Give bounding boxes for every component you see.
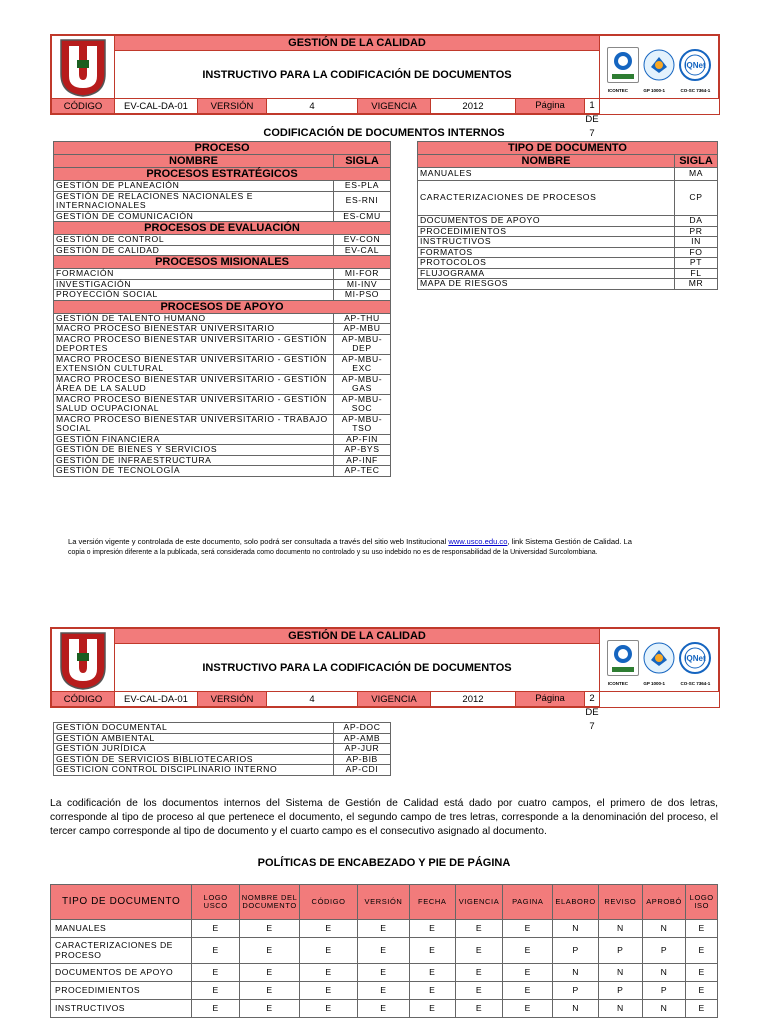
process-name: INVESTIGACIÓN — [54, 279, 334, 290]
tipo-name: PROTOCOLOS — [418, 258, 675, 269]
process-name: GESTIÓN DE TALENTO HUMANO — [54, 313, 334, 324]
proceso-title: PROCESO — [54, 142, 391, 155]
policy-value: N — [598, 964, 642, 982]
policy-value: N — [598, 1000, 642, 1018]
policy-doc-type: DOCUMENTOS DE APOYO — [51, 964, 192, 982]
process-name: MACRO PROCESO BIENESTAR UNIVERSITARIO - GESTIÓN DEPORTES — [54, 334, 334, 354]
policy-value: N — [642, 964, 686, 982]
tipo-name: DOCUMENTOS DE APOYO — [418, 216, 675, 227]
policy-value: E — [300, 964, 358, 982]
pagina-cell — [516, 692, 600, 732]
process-sigla: MI-INV — [334, 279, 391, 290]
policy-value: E — [358, 938, 410, 964]
table-row — [54, 744, 391, 755]
policy-title: POLÍTICAS DE ENCABEZADO Y PIE DE PÁGINA — [257, 857, 511, 869]
note-text-c: copia o impresión diferente a la publicada, será considerada como documento no controlado y su uso indebido no es de responsabilidad de la Universidad Surcolombiana. — [68, 549, 598, 556]
policy-value: E — [455, 920, 503, 938]
version-label: VERSIÓN — [198, 99, 267, 114]
tipo-sigla: IN — [675, 237, 718, 248]
policy-value: P — [598, 982, 642, 1000]
process-name: GESTIÓN DE PLANEACIÓN — [54, 181, 334, 192]
table-row — [54, 334, 391, 354]
policy-value: E — [503, 920, 553, 938]
policy-value: E — [686, 1000, 718, 1018]
policy-value: E — [686, 938, 718, 964]
header-title: GESTIÓN DE LA CALIDAD — [115, 36, 600, 51]
pagina-cell — [516, 99, 600, 139]
vigencia-value: 2012 — [431, 99, 516, 114]
process-name: GESTIÓN DE CONTROL — [54, 235, 334, 246]
policy-value: E — [503, 938, 553, 964]
policy-value: E — [503, 964, 553, 982]
table-row — [54, 414, 391, 434]
usco-logo — [55, 36, 111, 98]
usco-logo-cell — [52, 629, 115, 692]
table-row — [54, 394, 391, 414]
version-note — [68, 537, 718, 558]
cert-label-icontec: ICONTEC — [607, 680, 628, 686]
policy-value: E — [455, 982, 503, 1000]
policy-value: N — [553, 1000, 599, 1018]
usco-logo-cell — [52, 36, 115, 99]
codigo-value: EV-CAL-DA-01 — [115, 99, 198, 114]
table-row — [418, 247, 718, 258]
policy-value: E — [686, 964, 718, 982]
policy-value: N — [642, 1000, 686, 1018]
policy-value: N — [642, 920, 686, 938]
process-name: GESTIÓN DE RELACIONES NACIONALES E INTERNACIONALES — [54, 191, 334, 211]
tipo-name: FLUJOGRAMA — [418, 268, 675, 279]
process-sigla: AP-TEC — [334, 466, 391, 477]
tipo-documento-table — [417, 141, 718, 290]
vigencia-label: VIGENCIA — [358, 99, 431, 114]
section-header: PROCESOS MISIONALES — [54, 256, 391, 269]
policy-header: PAGINA — [503, 885, 553, 920]
process-sigla: AP-INF — [334, 455, 391, 466]
process-sigla: AP-MBU-EXC — [334, 354, 391, 374]
table-row — [54, 466, 391, 477]
process-sigla: AP-MBU-SOC — [334, 394, 391, 414]
policy-value: E — [409, 938, 455, 964]
policy-value: N — [553, 964, 599, 982]
table-row — [54, 754, 391, 765]
process-sigla: AP-CDI — [334, 765, 391, 776]
policy-value: E — [358, 920, 410, 938]
table-row — [51, 964, 718, 982]
policy-value: E — [455, 964, 503, 982]
process-sigla: AP-THU — [334, 313, 391, 324]
table-row — [54, 313, 391, 324]
table-row — [51, 920, 718, 938]
policy-value: N — [598, 920, 642, 938]
codigo-label: CÓDIGO — [52, 99, 115, 114]
tipo-title: TIPO DE DOCUMENTO — [418, 142, 718, 155]
process-name: GESTIÓN DE SERVICIOS BIBLIOTECARIOS — [54, 754, 334, 765]
process-sigla: EV-CAL — [334, 245, 391, 256]
process-sigla: AP-MBU — [334, 324, 391, 335]
vigencia-value: 2012 — [431, 692, 516, 707]
table-row — [51, 1000, 718, 1018]
process-sigla: ES-RNI — [334, 191, 391, 211]
process-name: GESTIÓN JURÍDICA — [54, 744, 334, 755]
header-subtitle: INSTRUCTIVO PARA LA CODIFICACIÓN DE DOCUMENTOS — [115, 51, 600, 99]
policy-header: CÓDIGO — [300, 885, 358, 920]
policy-value: E — [240, 920, 300, 938]
process-sigla: ES-CMU — [334, 211, 391, 222]
tipo-name: MAPA DE RIESGOS — [418, 279, 675, 290]
usco-logo — [55, 629, 111, 691]
policy-value: E — [409, 964, 455, 982]
policy-header: REVISO — [598, 885, 642, 920]
policy-doc-type: CARACTERIZACIONES DE PROCESO — [51, 938, 192, 964]
tipo-name: FORMATOS — [418, 247, 675, 258]
process-sigla: AP-AMB — [334, 733, 391, 744]
certification-logos — [600, 36, 719, 99]
pagina-label: Página — [516, 99, 585, 113]
tipo-name: CARACTERIZACIONES DE PROCESOS — [418, 181, 675, 216]
process-name: GESTIÓN DOCUMENTAL — [54, 723, 334, 734]
note-text-b: , link Sistema Gestión de Calidad. La — [507, 537, 632, 546]
process-name: GESTIÓN FINANCIERA — [54, 434, 334, 445]
table-row — [418, 216, 718, 227]
policy-value: P — [553, 982, 599, 1000]
table-row — [54, 324, 391, 335]
svg-text:IQNet: IQNet — [684, 60, 706, 70]
usco-link[interactable]: www.usco.edu.co — [448, 537, 508, 546]
policy-value: N — [553, 920, 599, 938]
process-name: GESTIÓN DE BIENES Y SERVICIOS — [54, 445, 334, 456]
cert-label-co: CO-SC 7364-1 — [680, 87, 711, 93]
policy-value: E — [192, 982, 240, 1000]
process-sigla: AP-FIN — [334, 434, 391, 445]
tipo-name: MANUALES — [418, 168, 675, 181]
process-name: GESTIÓN AMBIENTAL — [54, 733, 334, 744]
policy-header: NOMBRE DEL DOCUMENTO — [240, 885, 300, 920]
process-sigla: MI-FOR — [334, 269, 391, 280]
table-row — [54, 290, 391, 301]
version-label: VERSIÓN — [198, 692, 267, 707]
policy-header: LOGO ISO — [686, 885, 718, 920]
policy-value: E — [240, 964, 300, 982]
process-sigla: EV-CON — [334, 235, 391, 246]
col-sigla: SIGLA — [334, 155, 391, 168]
tipo-sigla: CP — [675, 181, 718, 216]
codificacion-caption: CODIFICACIÓN DE DOCUMENTOS INTERNOS — [263, 127, 505, 139]
tipo-name: INSTRUCTIVOS — [418, 237, 675, 248]
process-name: GESTICION CONTROL DISCIPLINARIO INTERNO — [54, 765, 334, 776]
table-row — [51, 982, 718, 1000]
version-value: 4 — [267, 99, 358, 114]
policy-value: P — [642, 982, 686, 1000]
table-row — [54, 434, 391, 445]
policy-value: E — [409, 1000, 455, 1018]
process-sigla: AP-DOC — [334, 723, 391, 734]
cert-label-co: CO-SC 7364-1 — [680, 680, 711, 686]
policy-value: P — [598, 938, 642, 964]
policy-value: E — [409, 982, 455, 1000]
table-row — [418, 237, 718, 248]
table-row — [54, 374, 391, 394]
policy-header: ELABORO — [553, 885, 599, 920]
policy-value: E — [192, 938, 240, 964]
policy-value: E — [503, 1000, 553, 1018]
table-row — [54, 445, 391, 456]
policy-value: E — [240, 1000, 300, 1018]
tipo-sigla: FO — [675, 247, 718, 258]
iqnet-seal-icon — [679, 49, 711, 81]
svg-text:IQNet: IQNet — [684, 653, 706, 663]
process-name: GESTIÓN DE CALIDAD — [54, 245, 334, 256]
section-header: PROCESOS DE APOYO — [54, 300, 391, 313]
policy-value: E — [300, 938, 358, 964]
cert-label-icontec: ICONTEC — [607, 87, 628, 93]
process-sigla: ES-PLA — [334, 181, 391, 192]
process-name: PROYECCIÓN SOCIAL — [54, 290, 334, 301]
tipo-name: PROCEDIMIENTOS — [418, 226, 675, 237]
version-value: 4 — [267, 692, 358, 707]
tipo-sigla: MR — [675, 279, 718, 290]
policy-value: E — [300, 982, 358, 1000]
policy-value: P — [553, 938, 599, 964]
table-row — [54, 235, 391, 246]
policy-value: E — [358, 1000, 410, 1018]
table-row — [54, 765, 391, 776]
certification-logos — [600, 629, 719, 692]
table-row — [54, 455, 391, 466]
policy-value: E — [455, 938, 503, 964]
policy-value: E — [358, 964, 410, 982]
table-row — [54, 191, 391, 211]
table-row — [54, 181, 391, 192]
proceso-table — [53, 141, 391, 477]
policy-value: P — [642, 938, 686, 964]
process-sigla: AP-MBU-DEP — [334, 334, 391, 354]
tipo-sigla: FL — [675, 268, 718, 279]
table-row — [418, 258, 718, 269]
cert-label-gp: GP 1000-1 — [643, 680, 666, 686]
policy-value: E — [358, 982, 410, 1000]
process-sigla: AP-BYS — [334, 445, 391, 456]
col-nombre: NOMBRE — [418, 155, 675, 168]
table-row — [418, 168, 718, 181]
table-row — [418, 226, 718, 237]
page-number: 2 DE 7 — [585, 693, 599, 732]
policy-value: E — [455, 1000, 503, 1018]
codification-paragraph: La codificación de los documentos internos del Sistema de Gestión de Calidad está dado por cuatro campos, el primero de dos letras, corresponde al tipo de proceso al que pertenece el documento, el segundo campo de tres letras, corresponde a la denominación del proceso, el tercer campo corresponde al tipo de documento y el cuarto campo es el consecutivo asignado al documento. — [50, 798, 718, 837]
policy-header: FECHA — [409, 885, 455, 920]
table-row — [54, 354, 391, 374]
policy-value: E — [686, 982, 718, 1000]
section-header: PROCESOS DE EVALUACIÓN — [54, 222, 391, 235]
table-row — [54, 211, 391, 222]
policy-value: E — [409, 920, 455, 938]
codigo-label: CÓDIGO — [52, 692, 115, 707]
page-number: 1 DE 7 — [585, 100, 599, 139]
icontec-logo — [607, 640, 639, 676]
col-nombre: NOMBRE — [54, 155, 334, 168]
policy-header: VERSIÓN — [358, 885, 410, 920]
table-row — [418, 268, 718, 279]
process-sigla: AP-BIB — [334, 754, 391, 765]
gp1000-seal-icon — [643, 642, 675, 674]
process-name: GESTIÓN DE INFRAESTRUCTURA — [54, 455, 334, 466]
policy-table — [50, 884, 718, 1018]
process-name: MACRO PROCESO BIENESTAR UNIVERSITARIO - GESTIÓN EXTENSIÓN CULTURAL — [54, 354, 334, 374]
policy-value: E — [503, 982, 553, 1000]
col-sigla: SIGLA — [675, 155, 718, 168]
table-row — [54, 733, 391, 744]
iqnet-seal-icon — [679, 642, 711, 674]
process-sigla: AP-MBU-TSO — [334, 414, 391, 434]
pagina-label: Página — [516, 692, 585, 706]
codigo-value: EV-CAL-DA-01 — [115, 692, 198, 707]
process-name: FORMACIÓN — [54, 269, 334, 280]
process-sigla: AP-JUR — [334, 744, 391, 755]
table-row — [418, 279, 718, 290]
policy-value: E — [240, 982, 300, 1000]
table-row — [54, 245, 391, 256]
process-name: MACRO PROCESO BIENESTAR UNIVERSITARIO - TRABAJO SOCIAL — [54, 414, 334, 434]
policy-value: E — [686, 920, 718, 938]
process-sigla: AP-MBU-GAS — [334, 374, 391, 394]
policy-header: LOGO USCO — [192, 885, 240, 920]
section-header: PROCESOS ESTRATÉGICOS — [54, 168, 391, 181]
process-name: GESTIÓN DE TECNOLOGÍA — [54, 466, 334, 477]
policy-value: E — [192, 920, 240, 938]
process-name: MACRO PROCESO BIENESTAR UNIVERSITARIO - GESTIÓN ÁREA DE LA SALUD — [54, 374, 334, 394]
process-name: MACRO PROCESO BIENESTAR UNIVERSITARIO - GESTIÓN SALUD OCUPACIONAL — [54, 394, 334, 414]
policy-doc-type: MANUALES — [51, 920, 192, 938]
tipo-sigla: DA — [675, 216, 718, 227]
tipo-sigla: PT — [675, 258, 718, 269]
header-subtitle: INSTRUCTIVO PARA LA CODIFICACIÓN DE DOCUMENTOS — [115, 644, 600, 692]
table-row — [54, 269, 391, 280]
tipo-sigla: PR — [675, 226, 718, 237]
table-row — [418, 181, 718, 216]
header-title: GESTIÓN DE LA CALIDAD — [115, 629, 600, 644]
table-row — [54, 723, 391, 734]
policy-value: E — [192, 964, 240, 982]
gp1000-seal-icon — [643, 49, 675, 81]
policy-doc-type: PROCEDIMIENTOS — [51, 982, 192, 1000]
process-name: MACRO PROCESO BIENESTAR UNIVERSITARIO — [54, 324, 334, 335]
process-name: GESTIÓN DE COMUNICACIÓN — [54, 211, 334, 222]
apoyo-continuation-table — [53, 722, 391, 776]
tipo-sigla: MA — [675, 168, 718, 181]
process-sigla: MI-PSO — [334, 290, 391, 301]
policy-value: E — [240, 938, 300, 964]
vigencia-label: VIGENCIA — [358, 692, 431, 707]
icontec-logo — [607, 47, 639, 83]
policy-value: E — [300, 920, 358, 938]
cert-label-gp: GP 1000-1 — [643, 87, 666, 93]
table-row — [51, 938, 718, 964]
policy-value: E — [192, 1000, 240, 1018]
note-text-a: La versión vigente y controlada de este documento, solo podrá ser consultada a través del sitio web Institucional — [68, 537, 449, 546]
policy-header: APROBÓ — [642, 885, 686, 920]
policy-header: TIPO DE DOCUMENTO — [51, 885, 192, 920]
policy-header: VIGENCIA — [455, 885, 503, 920]
table-row — [54, 279, 391, 290]
policy-value: E — [300, 1000, 358, 1018]
policy-doc-type: INSTRUCTIVOS — [51, 1000, 192, 1018]
